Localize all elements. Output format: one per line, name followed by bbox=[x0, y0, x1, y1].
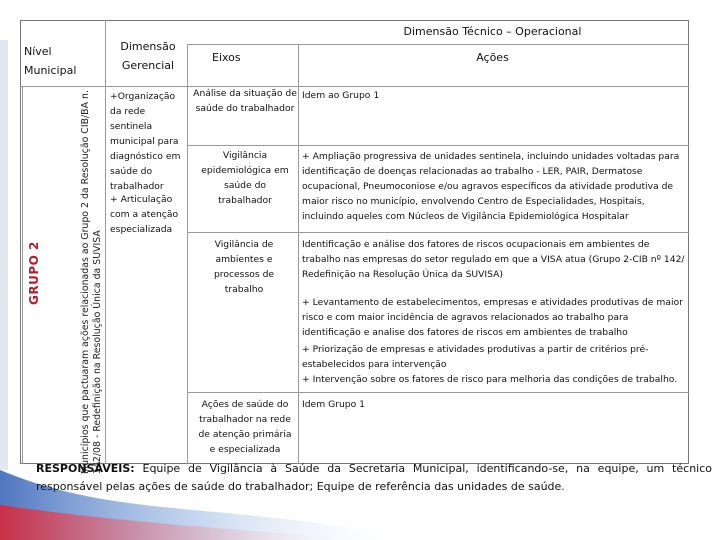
acao-ambientes-intervencao: + Intervenção sobre os fatores de risco para melhoria das condições de trabalho. bbox=[302, 374, 678, 385]
grid-line bbox=[20, 86, 689, 87]
header-dimensao-tecnico: Dimensão Técnico – Operacional bbox=[403, 25, 582, 38]
eixo-vigilancia-epidemiologica: Vigilância epidemiológica em saúde do trabalhador bbox=[201, 150, 289, 206]
eixo-vigilancia-ambientes: Vigilância de ambientes e processos de trabalho bbox=[213, 239, 275, 295]
grid-line bbox=[187, 232, 689, 233]
grid-line bbox=[187, 392, 689, 393]
footer-text: Equipe de Vigilância à Saúde da Secretaria Municipal, identificando-se, na equipe, um técnico responsável pelas ações de saúde do trabalhador; Equipe de referência das unidades de saúde. bbox=[36, 462, 712, 493]
grid-line bbox=[22, 86, 23, 464]
criterio-line-2: 142/08 - Redefinição na Resolução Única da SUVISA bbox=[92, 230, 103, 474]
gerencial-item-articulacao: + Articulação com a atenção especializada bbox=[110, 194, 179, 235]
acao-ambientes-identificacao: Identificação e análise dos fatores de riscos ocupacionais em ambientes de trabalho nas empresas do setor regulado em que a VISA atua (Grupo 2-CIB nº 142/ Redefinição na Resolução Única da SUVISA) bbox=[302, 239, 685, 280]
header-dimensao-gerencial: Dimensão Gerencial bbox=[120, 40, 176, 72]
acao-analise: Idem ao Grupo 1 bbox=[302, 90, 380, 101]
eixo-acoes-rede: Ações de saúde do trabalhador na rede de atenção primária e especializada bbox=[198, 399, 292, 455]
grid-line bbox=[298, 44, 299, 464]
header-nivel-municipal: Nível Municipal bbox=[24, 45, 77, 77]
acao-ambientes-priorizacao: + Priorização de empresas e atividades produtivas a partir de critérios pré-estabelecidos para intervenção bbox=[302, 344, 649, 370]
gerencial-item-organizacao: +Organização da rede sentinela municipal para diagnóstico em saúde do trabalhador bbox=[110, 91, 181, 192]
footer-label: RESPONSÁVEIS: bbox=[36, 462, 135, 475]
footer-responsaveis bbox=[36, 460, 712, 496]
acao-rede: Idem Grupo 1 bbox=[302, 399, 366, 410]
acao-vigilancia-epidemiologica: + Ampliação progressiva de unidades sentinela, incluindo unidades voltadas para identificação de doenças relacionadas ao trabalho - LER, PAIR, Dermatose ocupacional, Pneumoconiose e/ou agravos específicos da atividade produtiva de maior risco no município, envolvendo Centro de Especialidades, Hospitais, incluindo aqueles com Núcleos de Vigilância Epidemiológica Hospitalar bbox=[302, 151, 680, 222]
criterio-line-1: Municípios que pactuaram ações relacionadas ao Grupo 2 da Resolução CIB/BA n. bbox=[80, 90, 91, 474]
header-acoes: Ações bbox=[476, 51, 509, 64]
header-eixos: Eixos bbox=[212, 51, 241, 64]
grid-line bbox=[187, 44, 689, 45]
eixo-analise: Análise da situação de saúde do trabalhador bbox=[193, 88, 297, 114]
grid-line bbox=[187, 145, 689, 146]
acao-ambientes-levantamento: + Levantamento de estabelecimentos, empresas e atividades produtivas de maior risco e com maior incidência de agravos relacionados ao trabalho para identificação e analise dos fatores de riscos em ambientes de trabalho bbox=[302, 297, 683, 338]
grupo-label: GRUPO 2 bbox=[27, 241, 41, 305]
